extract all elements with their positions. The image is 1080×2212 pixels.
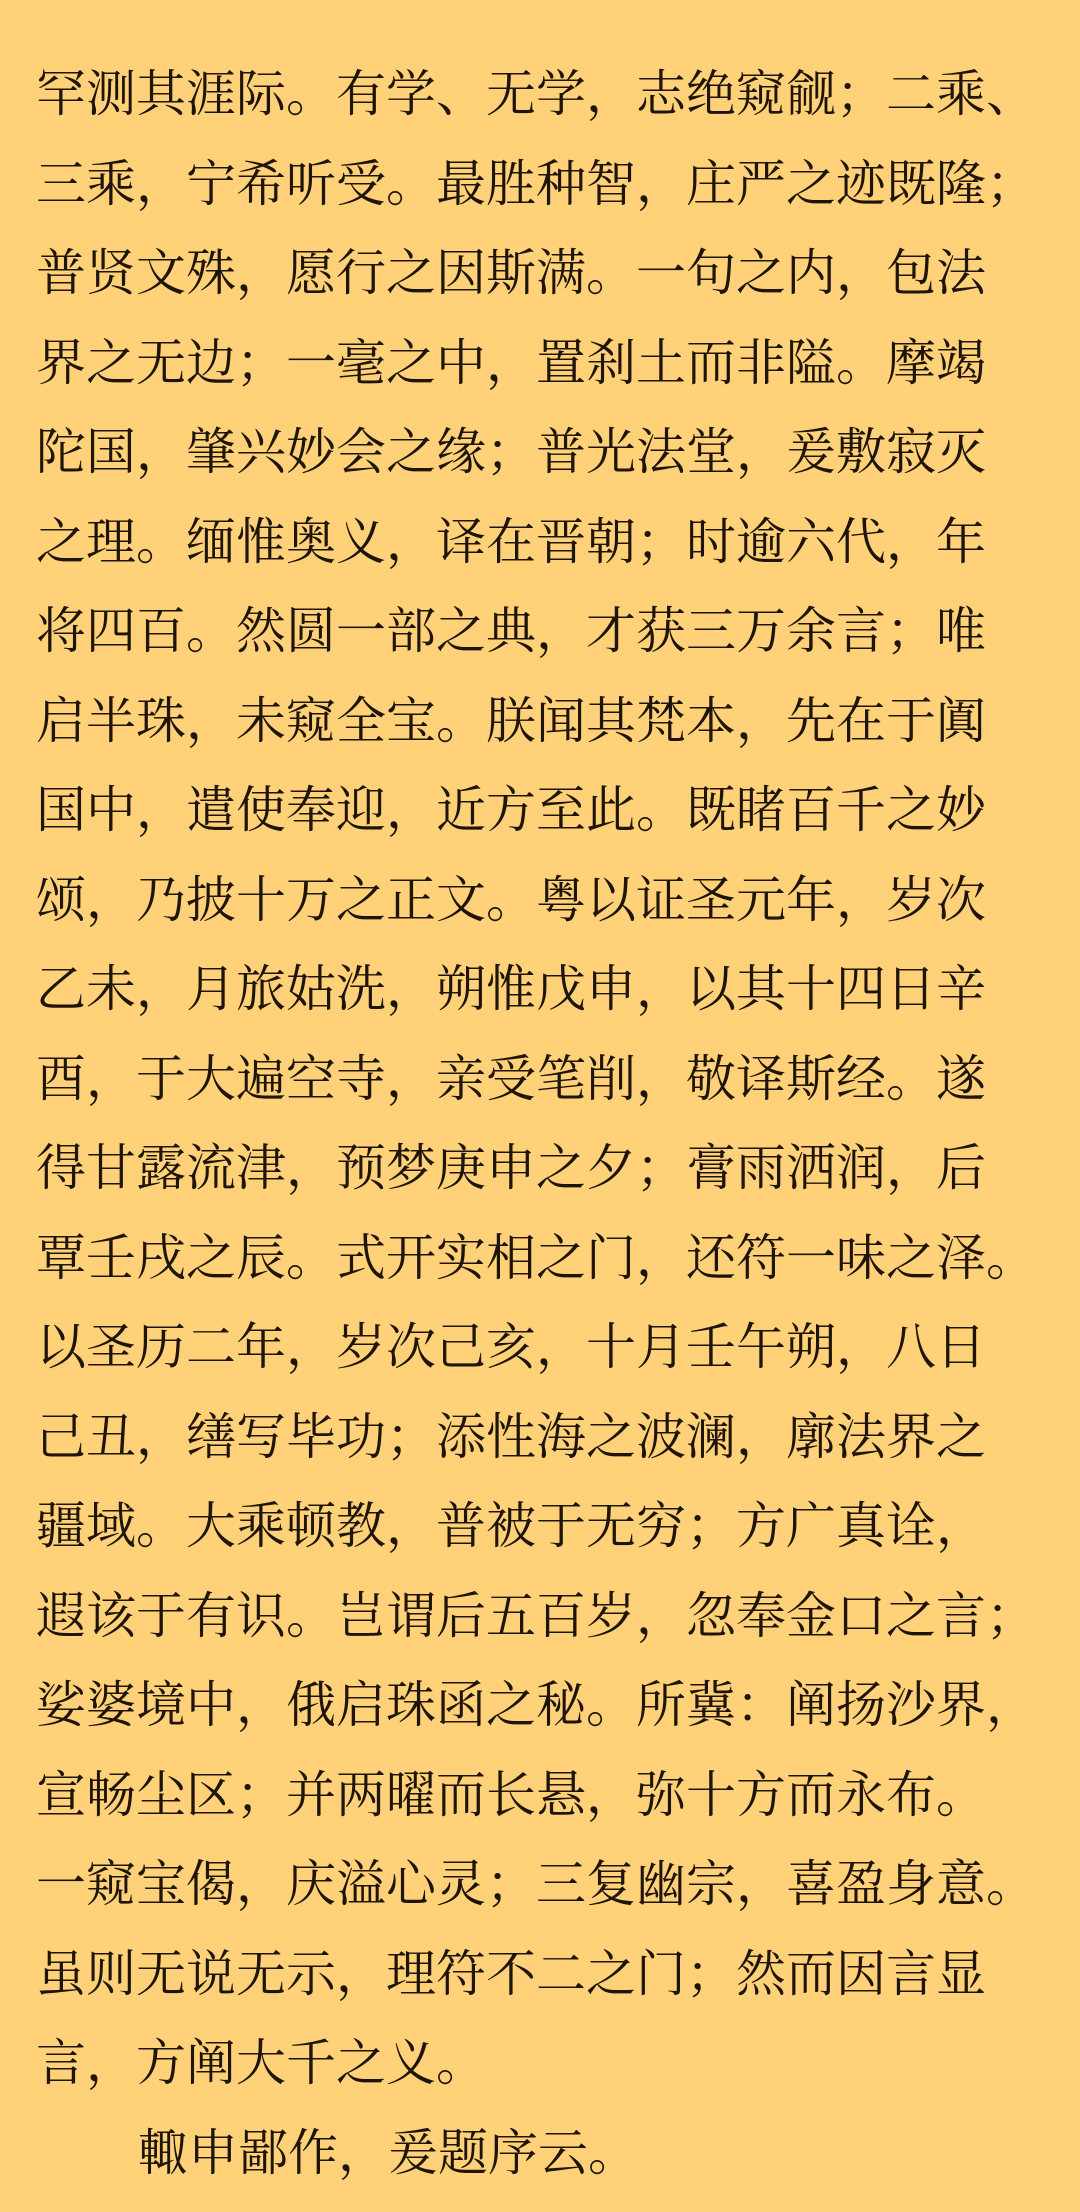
text-line-13: 得甘露流津，预梦庚申之夕；膏雨洒润，后 (36, 1139, 986, 1197)
closing-line: 輙申鄙作，爰题序云。 (138, 2123, 638, 2182)
text-line-9: 国中，遣使奉迎，近方至此。既睹百千之妙 (36, 781, 986, 839)
text-line-2: 三乘，宁希听受。最胜种智，庄严之迹既隆； (36, 154, 1036, 213)
preface-text-block (36, 50, 1056, 2198)
text-line-5: 陀国，肇兴妙会之缘；普光法堂，爰敷寂灭 (36, 423, 986, 481)
text-line-14: 覃壬戌之辰。式开实相之门，还符一味之泽。 (36, 1228, 1036, 1287)
text-line-19: 娑婆境中，俄启珠函之秘。所冀：阐扬沙界， (36, 1676, 1036, 1734)
text-line-21: 一窥宝偈，庆溢心灵；三复幽宗，喜盈身意。 (36, 1855, 1036, 1913)
text-line-1: 罕测其涯际。有学、无学，志绝窥觎；二乘、 (36, 65, 1036, 123)
text-line-20: 宣畅尘区；并两曜而长悬，弥十方而永布。 (36, 1765, 986, 1824)
text-line-22: 虽则无说无示，理符不二之门；然而因言显 (36, 1944, 986, 2003)
text-line-8: 启半珠，未窥全宝。朕闻其梵本，先在于阗 (36, 691, 986, 750)
text-line-16: 己丑，缮写毕功；添性海之波澜，廓法界之 (36, 1407, 986, 1466)
text-line-18: 遐该于有识。岂谓后五百岁，忽奉金口之言； (36, 1586, 1036, 1645)
text-line-10: 颂，乃披十万之正文。粤以证圣元年，岁次 (36, 870, 986, 929)
text-line-23: 言，方阐大千之义。 (36, 2034, 486, 2092)
text-line-7: 将四百。然圆一部之典，才获三万余言；唯 (36, 602, 986, 660)
text-line-12: 酉，于大遍空寺，亲受笔削，敬译斯经。遂 (36, 1049, 986, 1108)
text-line-11: 乙未，月旅姑洗，朔惟戊申，以其十四日辛 (36, 960, 986, 1018)
text-line-6: 之理。缅惟奥义，译在晋朝；时逾六代，年 (36, 512, 986, 571)
text-line-17: 疆域。大乘顿教，普被于无穷；方广真诠， (36, 1497, 986, 1555)
text-line-15: 以圣历二年，岁次己亥，十月壬午朔，八日 (36, 1318, 986, 1376)
text-line-3: 普贤文殊，愿行之因斯满。一句之内，包法 (36, 244, 986, 302)
text-line-4: 界之无边；一毫之中，置刹土而非隘。摩竭 (36, 333, 986, 392)
